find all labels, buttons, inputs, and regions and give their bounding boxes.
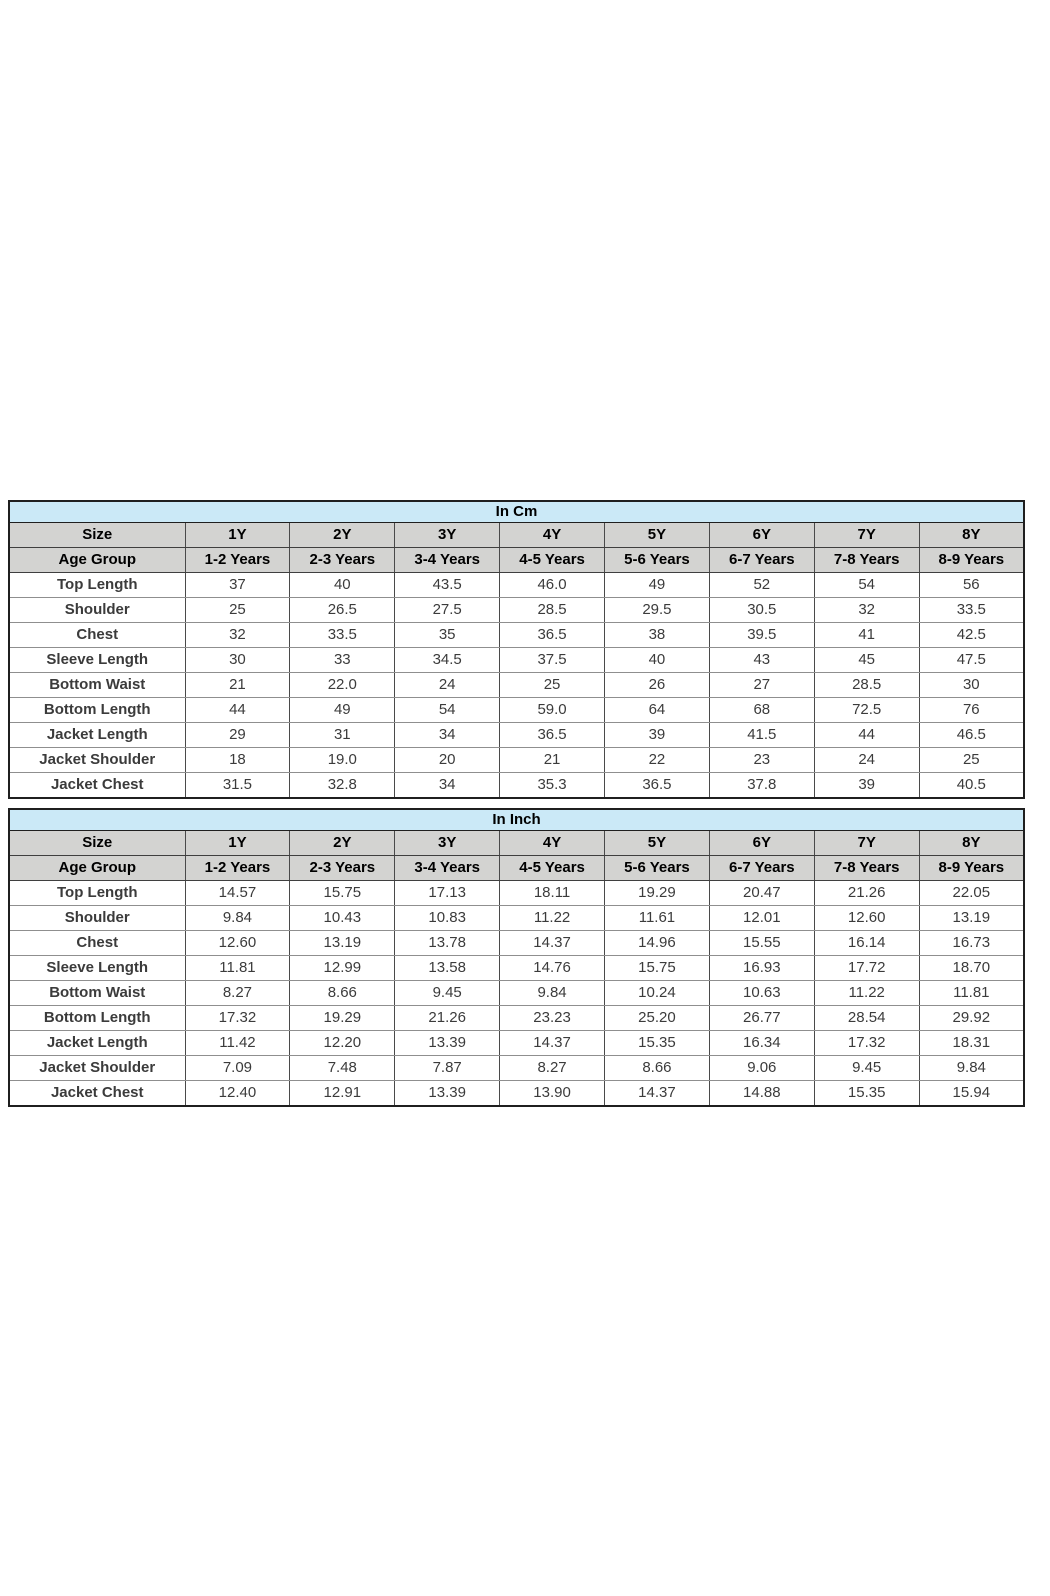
value-cell: 35 bbox=[395, 623, 500, 648]
value-cell: 31 bbox=[290, 723, 395, 748]
value-cell: 28.54 bbox=[814, 1006, 919, 1031]
value-cell: 9.84 bbox=[500, 981, 605, 1006]
value-cell: 44 bbox=[814, 723, 919, 748]
age-group-cell: 4-5 Years bbox=[500, 548, 605, 573]
value-cell: 9.45 bbox=[814, 1056, 919, 1081]
value-cell: 25.20 bbox=[605, 1006, 710, 1031]
table-row bbox=[9, 906, 1024, 931]
value-cell: 11.81 bbox=[919, 981, 1024, 1006]
age-group-row bbox=[9, 548, 1024, 573]
row-label-cell: Bottom Length bbox=[9, 1006, 185, 1031]
value-cell: 15.35 bbox=[605, 1031, 710, 1056]
table-row bbox=[9, 1006, 1024, 1031]
value-cell: 29 bbox=[185, 723, 290, 748]
table-row bbox=[9, 1031, 1024, 1056]
value-cell: 11.22 bbox=[814, 981, 919, 1006]
row-label-cell: Top Length bbox=[9, 573, 185, 598]
table-title: In Inch bbox=[9, 809, 1024, 831]
value-cell: 44 bbox=[185, 698, 290, 723]
value-cell: 14.76 bbox=[500, 956, 605, 981]
value-cell: 40 bbox=[605, 648, 710, 673]
value-cell: 36.5 bbox=[605, 773, 710, 799]
size-chart-inch-table bbox=[8, 808, 1025, 1107]
value-cell: 42.5 bbox=[919, 623, 1024, 648]
value-cell: 20.47 bbox=[709, 881, 814, 906]
size-cell: 7Y bbox=[814, 831, 919, 856]
age-group-cell: 5-6 Years bbox=[605, 856, 710, 881]
value-cell: 33.5 bbox=[919, 598, 1024, 623]
age-group-cell: 6-7 Years bbox=[709, 856, 814, 881]
age-group-cell: 8-9 Years bbox=[919, 548, 1024, 573]
value-cell: 23.23 bbox=[500, 1006, 605, 1031]
size-header-row bbox=[9, 523, 1024, 548]
value-cell: 13.90 bbox=[500, 1081, 605, 1107]
value-cell: 64 bbox=[605, 698, 710, 723]
age-group-cell: 4-5 Years bbox=[500, 856, 605, 881]
value-cell: 22.0 bbox=[290, 673, 395, 698]
value-cell: 22.05 bbox=[919, 881, 1024, 906]
value-cell: 15.75 bbox=[605, 956, 710, 981]
value-cell: 34.5 bbox=[395, 648, 500, 673]
value-cell: 68 bbox=[709, 698, 814, 723]
value-cell: 25 bbox=[919, 748, 1024, 773]
value-cell: 13.78 bbox=[395, 931, 500, 956]
size-cell: 7Y bbox=[814, 523, 919, 548]
table-row bbox=[9, 598, 1024, 623]
value-cell: 10.83 bbox=[395, 906, 500, 931]
value-cell: 32 bbox=[185, 623, 290, 648]
table-title: In Cm bbox=[9, 501, 1024, 523]
value-cell: 12.99 bbox=[290, 956, 395, 981]
value-cell: 11.22 bbox=[500, 906, 605, 931]
value-cell: 13.39 bbox=[395, 1031, 500, 1056]
value-cell: 16.14 bbox=[814, 931, 919, 956]
value-cell: 18.70 bbox=[919, 956, 1024, 981]
size-cell: 5Y bbox=[605, 831, 710, 856]
size-cell: 8Y bbox=[919, 523, 1024, 548]
row-label-cell: Jacket Length bbox=[9, 1031, 185, 1056]
value-cell: 20 bbox=[395, 748, 500, 773]
value-cell: 35.3 bbox=[500, 773, 605, 799]
value-cell: 17.13 bbox=[395, 881, 500, 906]
size-cell: 4Y bbox=[500, 831, 605, 856]
value-cell: 37.5 bbox=[500, 648, 605, 673]
value-cell: 16.34 bbox=[709, 1031, 814, 1056]
age-group-cell: 6-7 Years bbox=[709, 548, 814, 573]
value-cell: 14.57 bbox=[185, 881, 290, 906]
value-cell: 30 bbox=[185, 648, 290, 673]
value-cell: 15.94 bbox=[919, 1081, 1024, 1107]
value-cell: 37 bbox=[185, 573, 290, 598]
value-cell: 59.0 bbox=[500, 698, 605, 723]
value-cell: 8.27 bbox=[185, 981, 290, 1006]
size-cell: 6Y bbox=[709, 831, 814, 856]
size-header-label: Size bbox=[9, 523, 185, 548]
age-group-cell: 7-8 Years bbox=[814, 548, 919, 573]
age-group-row bbox=[9, 856, 1024, 881]
table-row bbox=[9, 723, 1024, 748]
row-label-cell: Jacket Shoulder bbox=[9, 1056, 185, 1081]
value-cell: 39 bbox=[814, 773, 919, 799]
value-cell: 18 bbox=[185, 748, 290, 773]
size-cell: 1Y bbox=[185, 523, 290, 548]
table-row bbox=[9, 698, 1024, 723]
value-cell: 22 bbox=[605, 748, 710, 773]
row-label-cell: Sleeve Length bbox=[9, 956, 185, 981]
value-cell: 39 bbox=[605, 723, 710, 748]
age-group-cell: 2-3 Years bbox=[290, 856, 395, 881]
value-cell: 13.19 bbox=[919, 906, 1024, 931]
value-cell: 15.35 bbox=[814, 1081, 919, 1107]
size-cell: 5Y bbox=[605, 523, 710, 548]
age-group-cell: 7-8 Years bbox=[814, 856, 919, 881]
age-group-cell: 3-4 Years bbox=[395, 856, 500, 881]
value-cell: 14.96 bbox=[605, 931, 710, 956]
value-cell: 47.5 bbox=[919, 648, 1024, 673]
value-cell: 28.5 bbox=[500, 598, 605, 623]
table-row bbox=[9, 1081, 1024, 1107]
value-cell: 9.84 bbox=[185, 906, 290, 931]
value-cell: 7.09 bbox=[185, 1056, 290, 1081]
table-row bbox=[9, 981, 1024, 1006]
value-cell: 24 bbox=[814, 748, 919, 773]
value-cell: 26.77 bbox=[709, 1006, 814, 1031]
size-cell: 3Y bbox=[395, 523, 500, 548]
row-label-cell: Bottom Length bbox=[9, 698, 185, 723]
value-cell: 38 bbox=[605, 623, 710, 648]
value-cell: 49 bbox=[290, 698, 395, 723]
value-cell: 8.66 bbox=[605, 1056, 710, 1081]
value-cell: 13.58 bbox=[395, 956, 500, 981]
value-cell: 39.5 bbox=[709, 623, 814, 648]
size-header-label: Size bbox=[9, 831, 185, 856]
value-cell: 56 bbox=[919, 573, 1024, 598]
value-cell: 27.5 bbox=[395, 598, 500, 623]
value-cell: 54 bbox=[814, 573, 919, 598]
value-cell: 36.5 bbox=[500, 623, 605, 648]
value-cell: 11.81 bbox=[185, 956, 290, 981]
row-label-cell: Jacket Chest bbox=[9, 1081, 185, 1107]
table-row bbox=[9, 773, 1024, 799]
age-group-label: Age Group bbox=[9, 548, 185, 573]
row-label-cell: Jacket Chest bbox=[9, 773, 185, 799]
table-row bbox=[9, 623, 1024, 648]
value-cell: 11.61 bbox=[605, 906, 710, 931]
value-cell: 40.5 bbox=[919, 773, 1024, 799]
value-cell: 12.60 bbox=[814, 906, 919, 931]
value-cell: 54 bbox=[395, 698, 500, 723]
value-cell: 17.32 bbox=[185, 1006, 290, 1031]
value-cell: 24 bbox=[395, 673, 500, 698]
table-row bbox=[9, 881, 1024, 906]
table-title-row bbox=[9, 501, 1024, 523]
value-cell: 30.5 bbox=[709, 598, 814, 623]
value-cell: 41 bbox=[814, 623, 919, 648]
age-group-cell: 5-6 Years bbox=[605, 548, 710, 573]
value-cell: 10.24 bbox=[605, 981, 710, 1006]
value-cell: 36.5 bbox=[500, 723, 605, 748]
size-cell: 6Y bbox=[709, 523, 814, 548]
value-cell: 32 bbox=[814, 598, 919, 623]
size-header-row bbox=[9, 831, 1024, 856]
value-cell: 33 bbox=[290, 648, 395, 673]
table-row bbox=[9, 648, 1024, 673]
age-group-cell: 2-3 Years bbox=[290, 548, 395, 573]
value-cell: 18.31 bbox=[919, 1031, 1024, 1056]
value-cell: 43.5 bbox=[395, 573, 500, 598]
value-cell: 21 bbox=[185, 673, 290, 698]
row-label-cell: Sleeve Length bbox=[9, 648, 185, 673]
value-cell: 19.29 bbox=[605, 881, 710, 906]
value-cell: 15.55 bbox=[709, 931, 814, 956]
age-group-cell: 1-2 Years bbox=[185, 856, 290, 881]
value-cell: 12.60 bbox=[185, 931, 290, 956]
value-cell: 37.8 bbox=[709, 773, 814, 799]
value-cell: 26 bbox=[605, 673, 710, 698]
value-cell: 7.48 bbox=[290, 1056, 395, 1081]
size-cell: 3Y bbox=[395, 831, 500, 856]
value-cell: 16.93 bbox=[709, 956, 814, 981]
table-row bbox=[9, 748, 1024, 773]
value-cell: 46.0 bbox=[500, 573, 605, 598]
value-cell: 26.5 bbox=[290, 598, 395, 623]
table-row bbox=[9, 1056, 1024, 1081]
value-cell: 34 bbox=[395, 723, 500, 748]
value-cell: 9.45 bbox=[395, 981, 500, 1006]
value-cell: 13.19 bbox=[290, 931, 395, 956]
table-row bbox=[9, 673, 1024, 698]
value-cell: 45 bbox=[814, 648, 919, 673]
value-cell: 8.66 bbox=[290, 981, 395, 1006]
row-label-cell: Jacket Shoulder bbox=[9, 748, 185, 773]
value-cell: 10.63 bbox=[709, 981, 814, 1006]
value-cell: 27 bbox=[709, 673, 814, 698]
row-label-cell: Chest bbox=[9, 623, 185, 648]
value-cell: 14.37 bbox=[605, 1081, 710, 1107]
table-title-row bbox=[9, 809, 1024, 831]
value-cell: 14.88 bbox=[709, 1081, 814, 1107]
age-group-cell: 8-9 Years bbox=[919, 856, 1024, 881]
value-cell: 30 bbox=[919, 673, 1024, 698]
age-group-label: Age Group bbox=[9, 856, 185, 881]
value-cell: 12.91 bbox=[290, 1081, 395, 1107]
value-cell: 23 bbox=[709, 748, 814, 773]
value-cell: 14.37 bbox=[500, 931, 605, 956]
size-cell: 4Y bbox=[500, 523, 605, 548]
size-cell: 2Y bbox=[290, 831, 395, 856]
value-cell: 32.8 bbox=[290, 773, 395, 799]
value-cell: 14.37 bbox=[500, 1031, 605, 1056]
value-cell: 28.5 bbox=[814, 673, 919, 698]
value-cell: 52 bbox=[709, 573, 814, 598]
value-cell: 19.0 bbox=[290, 748, 395, 773]
value-cell: 25 bbox=[185, 598, 290, 623]
value-cell: 11.42 bbox=[185, 1031, 290, 1056]
value-cell: 10.43 bbox=[290, 906, 395, 931]
value-cell: 13.39 bbox=[395, 1081, 500, 1107]
value-cell: 33.5 bbox=[290, 623, 395, 648]
row-label-cell: Chest bbox=[9, 931, 185, 956]
value-cell: 7.87 bbox=[395, 1056, 500, 1081]
value-cell: 16.73 bbox=[919, 931, 1024, 956]
value-cell: 49 bbox=[605, 573, 710, 598]
row-label-cell: Top Length bbox=[9, 881, 185, 906]
value-cell: 31.5 bbox=[185, 773, 290, 799]
value-cell: 9.06 bbox=[709, 1056, 814, 1081]
value-cell: 29.92 bbox=[919, 1006, 1024, 1031]
value-cell: 34 bbox=[395, 773, 500, 799]
value-cell: 15.75 bbox=[290, 881, 395, 906]
value-cell: 8.27 bbox=[500, 1056, 605, 1081]
value-cell: 19.29 bbox=[290, 1006, 395, 1031]
value-cell: 29.5 bbox=[605, 598, 710, 623]
table-row bbox=[9, 931, 1024, 956]
table-row bbox=[9, 573, 1024, 598]
age-group-cell: 3-4 Years bbox=[395, 548, 500, 573]
row-label-cell: Shoulder bbox=[9, 598, 185, 623]
value-cell: 17.32 bbox=[814, 1031, 919, 1056]
value-cell: 12.01 bbox=[709, 906, 814, 931]
row-label-cell: Jacket Length bbox=[9, 723, 185, 748]
value-cell: 12.40 bbox=[185, 1081, 290, 1107]
age-group-cell: 1-2 Years bbox=[185, 548, 290, 573]
size-cell: 8Y bbox=[919, 831, 1024, 856]
value-cell: 25 bbox=[500, 673, 605, 698]
value-cell: 72.5 bbox=[814, 698, 919, 723]
value-cell: 40 bbox=[290, 573, 395, 598]
value-cell: 9.84 bbox=[919, 1056, 1024, 1081]
value-cell: 41.5 bbox=[709, 723, 814, 748]
row-label-cell: Shoulder bbox=[9, 906, 185, 931]
table-row bbox=[9, 956, 1024, 981]
size-chart-cm-table bbox=[8, 500, 1025, 799]
value-cell: 17.72 bbox=[814, 956, 919, 981]
row-label-cell: Bottom Waist bbox=[9, 673, 185, 698]
value-cell: 43 bbox=[709, 648, 814, 673]
size-cell: 1Y bbox=[185, 831, 290, 856]
value-cell: 46.5 bbox=[919, 723, 1024, 748]
value-cell: 21.26 bbox=[814, 881, 919, 906]
value-cell: 12.20 bbox=[290, 1031, 395, 1056]
value-cell: 21 bbox=[500, 748, 605, 773]
size-cell: 2Y bbox=[290, 523, 395, 548]
value-cell: 76 bbox=[919, 698, 1024, 723]
row-label-cell: Bottom Waist bbox=[9, 981, 185, 1006]
value-cell: 21.26 bbox=[395, 1006, 500, 1031]
value-cell: 18.11 bbox=[500, 881, 605, 906]
